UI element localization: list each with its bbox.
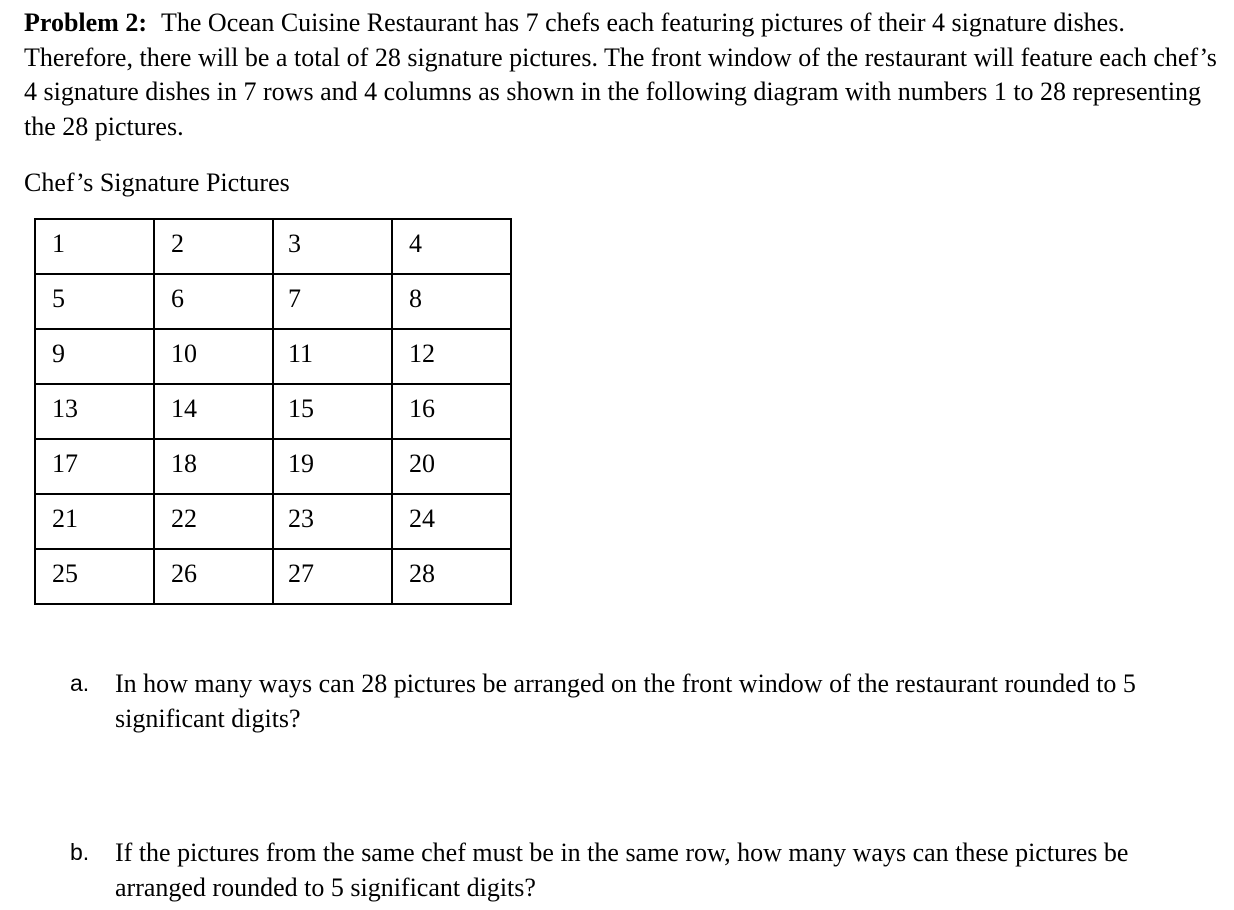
- grid-cell: [35, 439, 154, 494]
- picture-number: 12: [409, 339, 435, 368]
- grid-cell: [35, 384, 154, 439]
- grid-row: [35, 439, 511, 494]
- picture-number: 1: [52, 229, 65, 258]
- grid-row: [35, 494, 511, 549]
- picture-number: 20: [409, 449, 435, 478]
- grid-cell: [154, 549, 273, 604]
- grid-cell: [392, 384, 511, 439]
- grid-cell: [35, 494, 154, 549]
- grid-row: [35, 219, 511, 274]
- picture-number: 24: [409, 504, 435, 533]
- picture-number: 10: [171, 339, 197, 368]
- picture-number: 22: [171, 504, 197, 533]
- picture-number: 15: [288, 394, 314, 423]
- grid-cell: [154, 274, 273, 329]
- grid-cell: [154, 329, 273, 384]
- picture-number: 13: [52, 394, 78, 423]
- question-b-marker: b.: [70, 839, 90, 865]
- grid-row: [35, 274, 511, 329]
- grid-cell: [273, 439, 392, 494]
- picture-number: 6: [171, 284, 184, 313]
- picture-number: 28: [409, 559, 435, 588]
- problem-label: Problem 2:: [24, 8, 147, 37]
- grid-cell: [392, 219, 511, 274]
- picture-number: 3: [288, 229, 301, 258]
- grid-cell: [392, 274, 511, 329]
- grid-cell: [154, 219, 273, 274]
- grid-cell: [154, 439, 273, 494]
- grid-caption: Chef’s Signature Pictures: [24, 168, 290, 197]
- grid-row: [35, 549, 511, 604]
- picture-number: 7: [288, 284, 301, 313]
- picture-number: 23: [288, 504, 314, 533]
- question-a-marker: a.: [70, 670, 90, 696]
- picture-number: 25: [52, 559, 78, 588]
- picture-number: 2: [171, 229, 184, 258]
- grid-cell: [392, 549, 511, 604]
- picture-number: 21: [52, 504, 78, 533]
- grid-cell: [35, 274, 154, 329]
- grid-cell: [392, 494, 511, 549]
- picture-number: 16: [409, 394, 435, 423]
- signature-pictures-grid: [34, 218, 512, 605]
- question-a: [70, 666, 1220, 736]
- picture-number: 14: [171, 394, 197, 423]
- picture-number: 11: [288, 339, 314, 368]
- picture-number: 26: [171, 559, 197, 588]
- picture-number: 4: [409, 229, 422, 258]
- picture-number: 19: [288, 449, 314, 478]
- grid-cell: [154, 494, 273, 549]
- grid-cell: [35, 219, 154, 274]
- grid-row: [35, 384, 511, 439]
- question-b-text: If the pictures from the same chef must be in the same row, how many ways can these pictures be arranged rounded to 5 significant digits?: [115, 838, 1129, 902]
- grid-cell: [154, 384, 273, 439]
- grid-cell: [392, 329, 511, 384]
- grid-cell: [273, 329, 392, 384]
- grid-cell: [392, 439, 511, 494]
- picture-number: 17: [52, 449, 78, 478]
- grid-row: [35, 329, 511, 384]
- problem-text: The Ocean Cuisine Restaurant has 7 chefs each featuring pictures of their 4 signature dishes. Therefore, there will be a total of 28 signature pictures. The front window of the restaurant will feature each chef’s 4 signature dishes in 7 rows and 4 columns as shown in the following diagram with numbers 1 to 28 representing the 28 pictures.: [24, 8, 1217, 141]
- picture-number: 5: [52, 284, 65, 313]
- grid-cell: [273, 549, 392, 604]
- problem-statement: [24, 6, 1224, 144]
- grid-body: [35, 219, 511, 604]
- grid-cell: [35, 329, 154, 384]
- question-b: [70, 835, 1220, 905]
- grid-cell: [35, 549, 154, 604]
- picture-number: 8: [409, 284, 422, 313]
- grid-cell: [273, 219, 392, 274]
- grid-cell: [273, 494, 392, 549]
- picture-number: 18: [171, 449, 197, 478]
- picture-number: 9: [52, 339, 65, 368]
- question-a-text: In how many ways can 28 pictures be arranged on the front window of the restaurant rounded to 5 significant digits?: [115, 669, 1136, 733]
- picture-number: 27: [288, 559, 314, 588]
- grid-cell: [273, 274, 392, 329]
- grid-cell: [273, 384, 392, 439]
